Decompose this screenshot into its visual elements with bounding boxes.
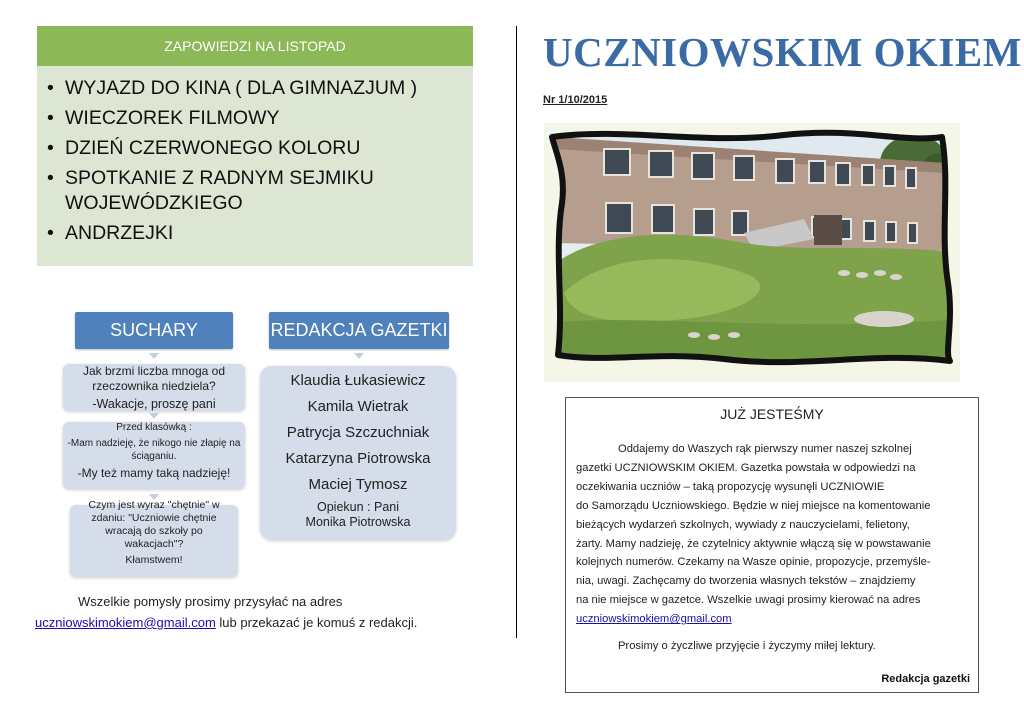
announcements-list (37, 66, 473, 266)
team-member: Katarzyna Piotrowska (285, 450, 431, 467)
article-line: kolejnych numerów. Czekamy na Wasze opinie, propozycje, przemyśle- (576, 556, 931, 569)
arrow-down-icon (149, 353, 159, 359)
announcements-header: ZAPOWIEDZI NA LISTOPAD (37, 26, 473, 66)
team-member: Klaudia Łukasiewicz (290, 372, 426, 389)
article-line: Oddajemy do Waszych rąk pierwszy numer naszej szkolnej (618, 443, 912, 455)
joke-answer: -My też mamy taką nadzieję! (77, 466, 231, 480)
article-line: gazetki UCZNIOWSKIM OKIEM. Gazetka powstała w odpowiedzi na (576, 461, 916, 474)
joke-box-2 (63, 422, 245, 489)
arrow-down-icon (149, 413, 159, 419)
issue-number: Nr 1/10/2015 (543, 94, 608, 106)
joke-answer: Kłamstwem! (125, 554, 183, 566)
team-member: Maciej Tymosz (308, 476, 408, 493)
team-list (260, 366, 456, 540)
joke-line: -Mam nadzieję, że nikogo nie złapię na ściąganiu. (67, 438, 241, 462)
contact-text-rest: lub przekazać je komuś z redakcji. (215, 615, 418, 630)
article-line: oczekiwania uczniów – taką propozycję wysunęli UCZNIOWIE (576, 480, 885, 493)
team-header: REDAKCJA GAZETKI (269, 312, 449, 349)
team-supervisor: Opiekun : Pani Monika Piotrowska (305, 500, 411, 529)
article-title: JUŻ JESTEŚMY (720, 406, 824, 422)
joke-question: Przed klasówką : (116, 422, 192, 433)
joke-question: Czym jest wyraz "chętnie" w zdaniu: "Uczniowie chętnie wracają do szkoły po wakacjach"? (88, 499, 220, 550)
announcement-item: • ANDRZEJKI (47, 221, 460, 246)
joke-box-1 (63, 364, 245, 411)
contact-text: Wszelkie pomysły prosimy przysyłać na adres (78, 594, 343, 609)
article-box (565, 397, 979, 693)
article-line: bieżących wydarzeń szkolnych, wywiady z nauczycielami, felietony, (576, 518, 910, 531)
article-body (576, 440, 972, 629)
team-member: Patrycja Szczuchniak (286, 424, 430, 441)
article-line: na nie miejsce w gazetce. Wszelkie uwagi prosimy kierować na adres (576, 594, 921, 607)
school-photo (544, 123, 960, 382)
newspaper-title: UCZNIOWSKIM OKIEM (543, 29, 1022, 75)
email-link[interactable]: uczniowskimokiem@gmail.com (35, 615, 216, 630)
article-line: nia, uwagi. Zachęcamy do tworzenia własnych tekstów – znajdziemy (576, 575, 916, 588)
jokes-header: SUCHARY (75, 312, 233, 349)
joke-box-3 (70, 499, 238, 577)
announcement-item: • WYJAZD DO KINA ( DLA GIMNAZJUM ) (47, 76, 460, 101)
announcement-item: • WIECZOREK FILMOWY (47, 106, 460, 131)
article-email-link[interactable]: uczniowskimokiem@gmail.com (576, 613, 732, 626)
announcement-item: • DZIEŃ CZERWONEGO KOLORU (47, 136, 460, 161)
column-divider (516, 26, 517, 638)
arrow-down-icon (354, 353, 364, 359)
team-member: Kamila Wietrak (307, 398, 409, 415)
article-line: żarty. Mamy nadzieję, że czytelnicy aktywnie włączą się w powstawanie (576, 537, 931, 550)
article-line: do Samorządu Uczniowskiego. Będzie w niej miejsce na komentowanie (576, 499, 931, 512)
joke-question: Jak brzmi liczba mnoga od rzeczownika niedziela? (82, 364, 226, 393)
contact-line (35, 615, 417, 630)
announcement-item: • SPOTKANIE Z RADNYM SEJMIKU WOJEWÓDZKIEGO (47, 166, 460, 216)
article-closing: Prosimy o życzliwe przyjęcie i życzymy miłej lektury. (618, 640, 876, 652)
joke-answer: -Wakacje, proszę pani (92, 397, 216, 411)
article-signature: Redakcja gazetki (881, 673, 970, 685)
